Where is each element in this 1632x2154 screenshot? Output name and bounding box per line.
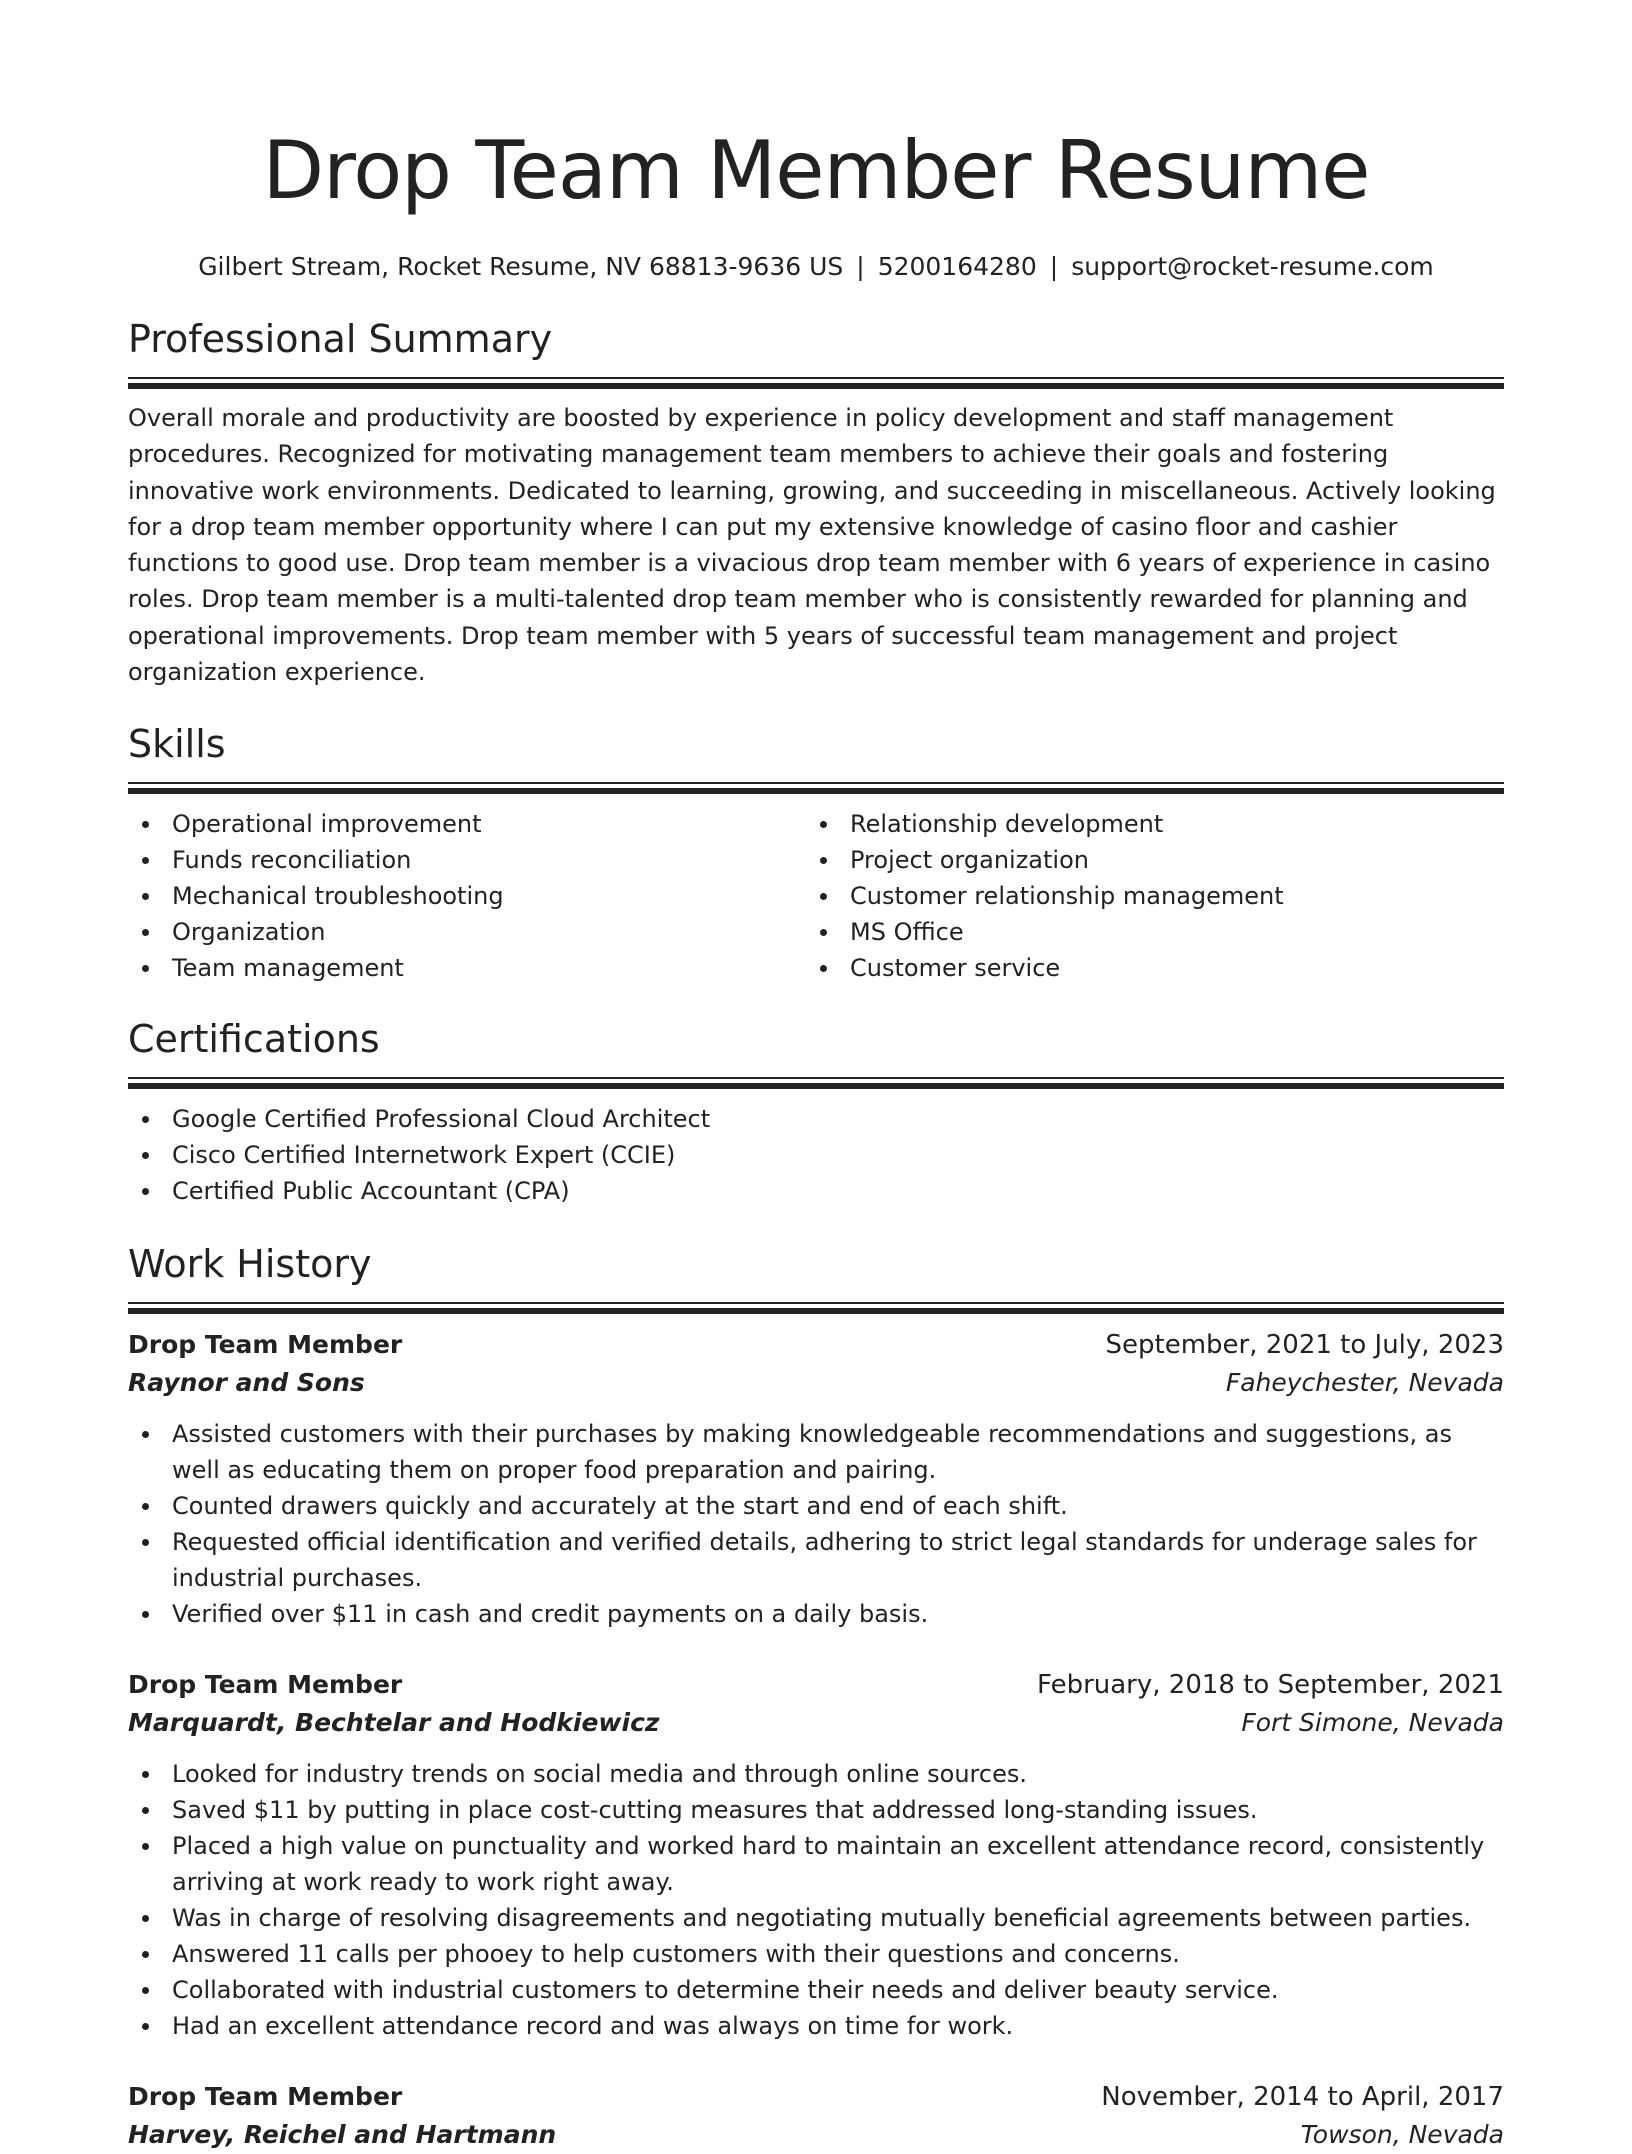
job-duty: Verified over $11 in cash and credit payments on a daily basis. <box>128 1596 1504 1632</box>
job-entry <box>128 1666 1504 2044</box>
certifications-list <box>128 1101 1504 1209</box>
summary-text: Overall morale and productivity are boosted by experience in policy development and staff management procedures. Recognized for motivating management team members to achieve their goals and fostering innovative work environments. Dedicated to learning, growing, and succeeding in miscellaneous. Actively looking for a drop team member opportunity where I can put my extensive knowledge of casino floor and cashier functions to good use. Drop team member is a vivacious drop team member with 6 years of experience in casino roles. Drop team member is a multi-talented drop team member who is consistently rewarded for planning and operational improvements. Drop team member with 5 years of successful team management and project organization experience. <box>128 404 1496 687</box>
skills-section <box>128 720 1504 986</box>
job-duty: Requested official identification and verified details, adhering to strict legal standards for underage sales for industrial purchases. <box>128 1524 1504 1596</box>
job-location: Fort Simone, Nevada <box>1241 1708 1504 1738</box>
section-heading: Professional Summary <box>128 317 553 361</box>
job-duty: Placed a high value on punctuality and worked hard to maintain an excellent attendance record, consistently arriving at work ready to work right away. <box>128 1828 1504 1900</box>
job-title: Drop Team Member <box>128 1670 403 1700</box>
skill-item: MS Office <box>806 914 1484 950</box>
job-duties-list <box>128 1416 1504 1632</box>
job-duty: Assisted customers with their purchases by making knowledgeable recommendations and suggestions, as well as educating them on proper food preparation and pairing. <box>128 1416 1504 1488</box>
job-entry <box>128 2078 1504 2154</box>
job-company: Harvey, Reichel and Hartmann <box>128 2120 557 2150</box>
section-divider <box>128 377 1504 389</box>
job-duties-list <box>128 1756 1504 2044</box>
job-duty: Looked for industry trends on social media and through online sources. <box>128 1756 1504 1792</box>
job-location: Towson, Nevada <box>1300 2120 1504 2150</box>
certification-item: Cisco Certified Internetwork Expert (CCIE) <box>128 1137 1504 1173</box>
contact-line <box>128 250 1504 284</box>
section-heading: Work History <box>128 1242 372 1287</box>
skills-list-left <box>128 806 806 986</box>
job-company: Marquardt, Bechtelar and Hodkiewicz <box>128 1708 660 1738</box>
section-heading: Certifications <box>128 1017 380 1062</box>
skill-item: Operational improvement <box>128 806 806 842</box>
resume-page <box>128 0 1504 2154</box>
resume-title: Drop Team Member Resume <box>262 124 1370 217</box>
skill-item: Funds reconciliation <box>128 842 806 878</box>
skill-item: Team management <box>128 950 806 986</box>
job-entry <box>128 1326 1504 1632</box>
job-title: Drop Team Member <box>128 2082 403 2112</box>
section-divider <box>128 1302 1504 1314</box>
skill-item: Mechanical troubleshooting <box>128 878 806 914</box>
contact-address: Gilbert Stream, Rocket Resume, NV 68813-9636 US <box>198 252 844 281</box>
skill-item: Customer relationship management <box>806 878 1484 914</box>
job-duty: Had an excellent attendance record and was always on time for work. <box>128 2008 1504 2044</box>
job-duty: Counted drawers quickly and accurately at the start and end of each shift. <box>128 1488 1504 1524</box>
contact-separator: | <box>1049 252 1059 281</box>
skill-item: Organization <box>128 914 806 950</box>
job-duty: Collaborated with industrial customers to determine their needs and deliver beauty service. <box>128 1972 1504 2008</box>
job-title: Drop Team Member <box>128 1330 403 1360</box>
summary-section <box>128 315 1504 690</box>
job-dates: February, 2018 to September, 2021 <box>1037 1670 1504 1701</box>
job-duty: Saved $11 by putting in place cost-cutting measures that addressed long-standing issues. <box>128 1792 1504 1828</box>
skill-item: Customer service <box>806 950 1484 986</box>
section-divider <box>128 1077 1504 1089</box>
job-company: Raynor and Sons <box>128 1368 365 1398</box>
certification-item: Certified Public Accountant (CPA) <box>128 1173 1504 1209</box>
skill-item: Project organization <box>806 842 1484 878</box>
job-duty: Was in charge of resolving disagreements and negotiating mutually beneficial agreements between parties. <box>128 1900 1504 1936</box>
skill-item: Relationship development <box>806 806 1484 842</box>
job-dates: September, 2021 to July, 2023 <box>1105 1330 1504 1361</box>
job-location: Faheychester, Nevada <box>1225 1368 1504 1398</box>
skills-list-right <box>806 806 1484 986</box>
job-dates: November, 2014 to April, 2017 <box>1101 2082 1504 2113</box>
job-duty: Answered 11 calls per phooey to help customers with their questions and concerns. <box>128 1936 1504 1972</box>
certifications-section <box>128 1015 1504 1209</box>
work-history-section <box>128 1240 1504 2154</box>
skills-grid <box>128 806 1504 986</box>
contact-email: support@rocket-resume.com <box>1071 252 1434 281</box>
certification-item: Google Certified Professional Cloud Architect <box>128 1101 1504 1137</box>
section-divider <box>128 782 1504 794</box>
contact-separator: | <box>856 252 865 281</box>
section-heading: Skills <box>128 722 226 767</box>
contact-phone: 5200164280 <box>877 252 1037 281</box>
